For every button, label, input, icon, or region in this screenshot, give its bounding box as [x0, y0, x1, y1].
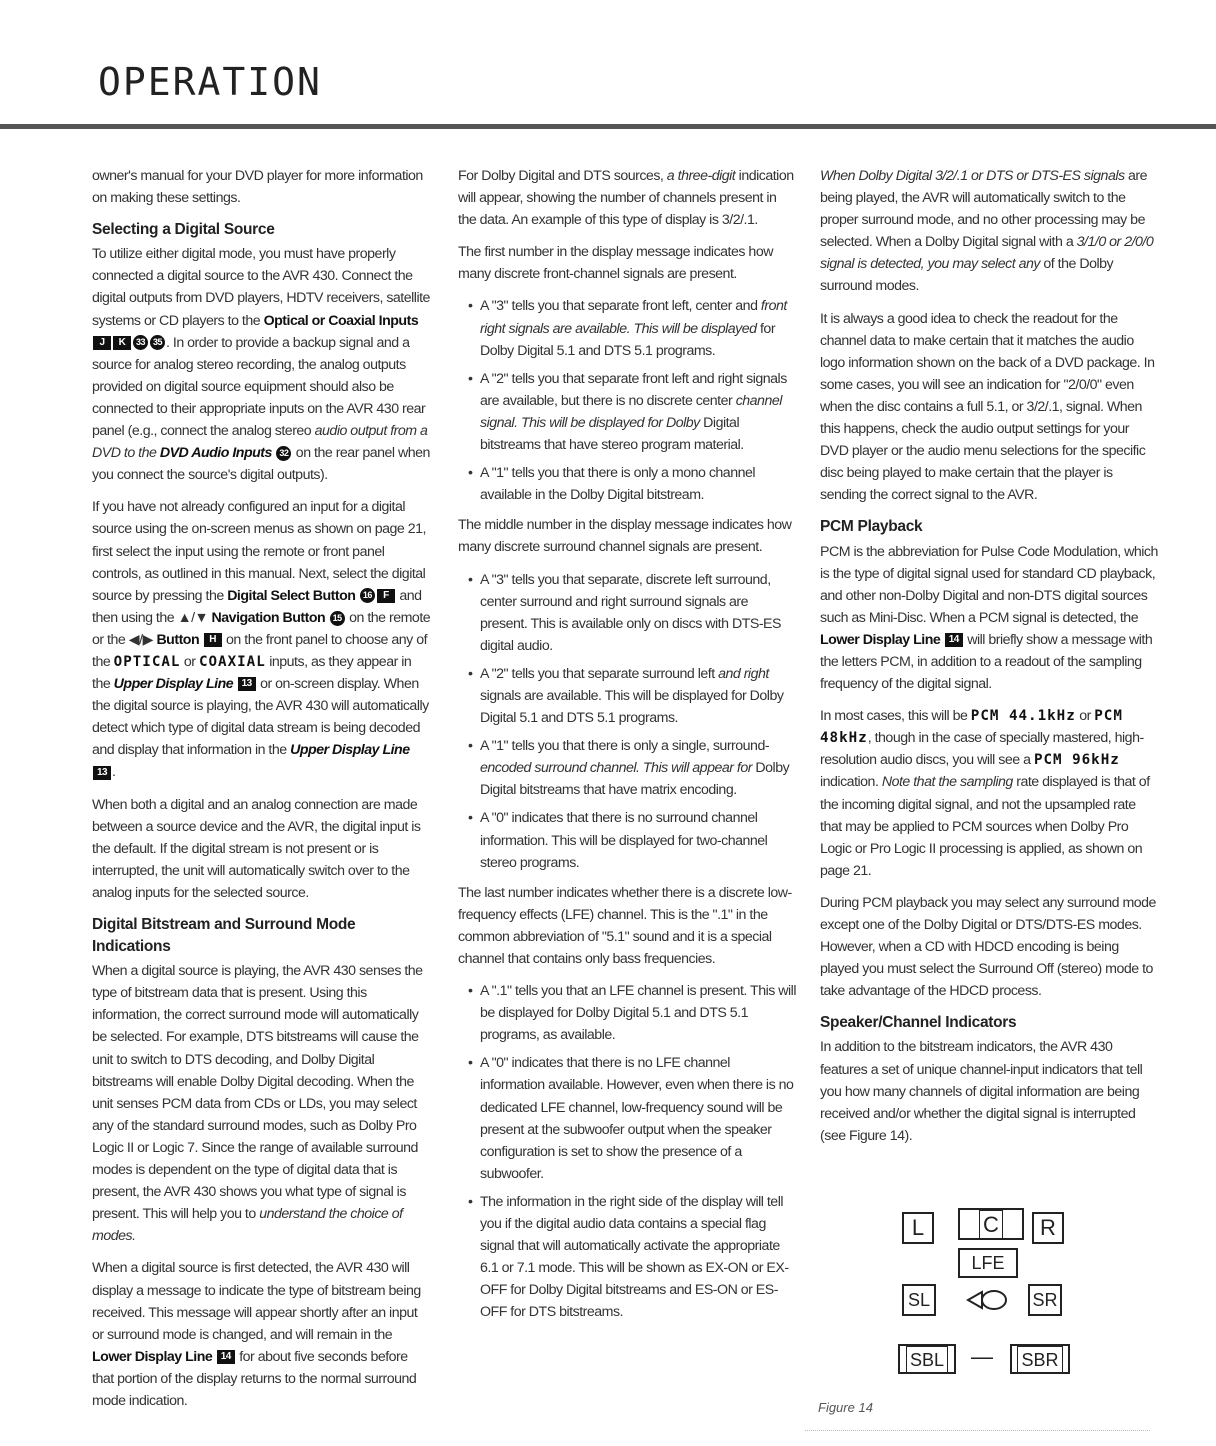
ref-circle-15: 15: [330, 611, 345, 626]
paragraph-intro: owner's manual for your DVD player for more information on making these settings.: [92, 168, 423, 207]
indicator-sl: SL: [902, 1284, 936, 1316]
indicator-c: C: [958, 1208, 1024, 1240]
lcd-text-pcm-441: PCM 44.1kHz: [970, 708, 1076, 725]
list-item: • A ".1" tells you that an LFE channel is present. This will be displayed for Dolby Digital 5.1 and DTS 5.1 programs, as available.: [468, 980, 798, 1046]
heading-pcm-playback: PCM Playback: [820, 518, 923, 536]
ref-badge-14: 14: [217, 1350, 235, 1364]
list-surround-channels: [458, 569, 798, 874]
list-lfe: [458, 980, 798, 1323]
paragraph-sampling: In most cases, this will be PCM 44.1kHz or PCM 48kHz, though in the case of specially mastered, high-resolution audio discs, you will see a PCM 96kHz indication. Note that the sampling rate displayed is that of the incoming digital signal, and not the upsampled rate that may be applied to PCM sources when Dolby Pro Logic or Pro Logic II processing is applied, as shown on page 21.: [820, 708, 1150, 879]
column-1: [92, 165, 432, 1422]
indicator-r: R: [1032, 1212, 1064, 1244]
figure-dash: —: [971, 1344, 993, 1369]
list-item: • A "2" tells you that separate front left and right signals are available, but there is no discrete center channel signal. This will be displayed for Dolby Digital bitstreams that have stereo program material.: [468, 368, 798, 456]
ref-circle-16: 16: [360, 588, 375, 603]
page-title: OPERATION: [98, 60, 322, 104]
ref-badge-13: 13: [238, 677, 256, 691]
indicator-l: L: [902, 1212, 934, 1244]
lcd-text-coaxial: COAXIAL: [198, 653, 266, 670]
ref-badge-k: K: [113, 336, 131, 350]
figure-caption: Figure 14: [818, 1400, 873, 1415]
paragraph-pcm: PCM is the abbreviation for Pulse Code Modulation, which is the type of digital signal used for standard CD playback, and other non-Dolby Digital and non-DTS digital sources such as Mini-Disc. When a PCM signal is detected, the Lower Display Line 14 will briefly show a message with the letters PCM, in addition to a readout of the sampling frequency of the digital signal.: [820, 543, 1158, 693]
channel-indicator-figure: [830, 1196, 1130, 1416]
indicator-lfe: LFE: [958, 1248, 1018, 1278]
caption-divider: [805, 1430, 1150, 1431]
lcd-text-optical: OPTICAL: [113, 653, 181, 670]
paragraph-check-readout: It is always a good idea to check the readout for the channel data to make certain that it matches the audio logo information shown on the back of a DVD package. In some cases, you will see an indication for "2/0/0" even when the disc contains a full 5.1, or 3/2/.1, signal. When this happens, check the audio output settings for your DVD player or the audio menu selections for the specific disc being played to make certain that the player is sending the correct signal to the AVR.: [820, 310, 1155, 504]
paragraph-during-pcm: During PCM playback you may select any surround mode except one of the Dolby Digital or DTS/DTS-ES modes. However, when a CD with HDCD encoding is being played you must select the Surround Off (stereo) mode to take advantage of the HDCD process.: [820, 894, 1156, 1000]
lcd-text-pcm-96: PCM 96kHz: [1033, 752, 1120, 769]
column-3: [820, 165, 1160, 1157]
list-item: • A "1" tells you that there is only a mono channel available in the Dolby Digital bitstream.: [468, 462, 798, 506]
ref-badge-14: 14: [945, 633, 963, 647]
heading-selecting-digital-source: Selecting a Digital Source: [92, 221, 275, 239]
paragraph-both-connections: When both a digital and an analog connection are made between a source device and the AVR, the digital input is the default. If the digital stream is not present or is interrupted, the unit will automatically switch over to the analog inputs for the selected source.: [92, 796, 421, 901]
list-item: • A "0" indicates that there is no LFE channel information available. However, even when there is no dedicated LFE channel, low-frequency sound will be present at the subwoofer output when the speaker configuration is set to show the presence of a subwoofer.: [468, 1052, 798, 1185]
paragraph-dolby-dts: For Dolby Digital and DTS sources, a three-digit indication will appear, showing the number of channels present in the data. An example of this type of display is 3/2/.1.: [458, 168, 794, 229]
listener-icon: [962, 1286, 1012, 1314]
list-front-channels: [458, 295, 798, 506]
ref-badge-f: F: [377, 589, 395, 603]
list-item: • A "1" tells you that there is only a single, surround-encoded surround channel. This will appear for Dolby Digital bitstreams that have matrix encoding.: [468, 735, 798, 801]
list-item: • A "2" tells you that separate surround left and right signals are available. This will be displayed for Dolby Digital 5.1 and DTS 5.1 programs.: [468, 663, 798, 729]
header-rule: [0, 124, 1216, 129]
paragraph-first-number: The first number in the display message indicates how many discrete front-channel signals are present.: [458, 244, 773, 283]
paragraph-select-source: To utilize either digital mode, you must have properly connected a digital source to the AVR 430. Connect the digital outputs from DVD players, HDTV receivers, satellite systems or CD players to the Optical or Coaxial Inputs J K 33 35 . In order to provide a backup signal and a source for analog stereo recording, the analog outputs provided on digital source equipment should also be connected to their appropriate inputs on the AVR 430 rear panel (e.g., connect the analog stereo audio output from a DVD to the DVD Audio Inputs 32 on the rear panel when you connect the source's digital outputs).: [92, 246, 430, 484]
lcd-text-pcm-48: PCM 48kHz: [820, 708, 1123, 747]
ref-circle-33: 33: [133, 335, 148, 350]
list-item: • A "3" tells you that separate, discrete left surround, center surround and right surround signals are present. This is available only on discs with DTS-ES digital audio.: [468, 569, 798, 657]
paragraph-auto-switch: When Dolby Digital 3/2/.1 or DTS or DTS-ES signals are being played, the AVR will automatically switch to the proper surround mode, and no other processing may be selected. When a Dolby Digital signal with a 3/1/0 or 2/0/0 signal is detected, you may select any of the Dolby surround modes.: [820, 168, 1154, 295]
indicator-sbr: SBR: [1010, 1344, 1070, 1374]
indicator-sr: SR: [1028, 1284, 1062, 1316]
paragraph-configure-input: If you have not already configured an input for a digital source using the on-screen menus as shown on page 21, first select the input using the remote or front panel controls, as outlined in this manual. Next, select the digital source by pressing the Digital Select Button 16 F and then using the ▲/▼ Navigation Button 15 on the remote or the ◀/▶ Button H on the front panel to choose any of the OPTICAL or COAXIAL inputs, as they appear in the Upper Display Line 13 or on-screen display. When the digital source is playing, the AVR 430 will automatically detect which type of digital data stream is being decoded and display that information in the Upper Display Line 13 .: [92, 499, 431, 781]
list-item: • A "3" tells you that separate front left, center and front right signals are available. This will be displayed for Dolby Digital 5.1 and DTS 5.1 programs.: [468, 295, 798, 361]
ref-badge-h: H: [204, 633, 222, 647]
ref-circle-35: 35: [150, 335, 165, 350]
indicator-sbl: SBL: [898, 1344, 956, 1374]
list-item: • A "0" indicates that there is no surround channel information. This will be displayed for two-channel stereo programs.: [468, 807, 798, 873]
paragraph-speaker: In addition to the bitstream indicators, the AVR 430 features a set of unique channel-input indicators that tell you how many channels of digital information are being received and/or whether the digital signal is interrupted (see Figure 14).: [820, 1039, 1143, 1144]
heading-speaker-indicators: Speaker/Channel Indicators: [820, 1014, 1017, 1032]
paragraph-last-number: The last number indicates whether there is a discrete low-frequency effects (LFE) channel. This is the ".1" in the common abbreviation of "5.1" sound and it is a special channel that contains only bass frequencies.: [458, 884, 792, 967]
list-item: • The information in the right side of the display will tell you if the digital audio data contains a special flag signal that will automatically activate the appropriate 6.1 or 7.1 mode. This will be shown as EX-ON or EX-OFF for Dolby Digital bitstreams and ES-ON or ES-OFF for DTS bitstreams.: [468, 1191, 798, 1324]
column-2: [458, 165, 798, 1332]
ref-circle-32: 32: [276, 446, 291, 461]
paragraph-middle-number: The middle number in the display message indicates how many discrete surround channel signals are present.: [458, 517, 792, 556]
ref-badge-j: J: [93, 336, 111, 350]
paragraph-bitstream: When a digital source is playing, the AVR 430 senses the type of bitstream data that is present. Using this information, the correct surround mode will automatically be selected. For example, DTS bitstreams will cause the unit to switch to DTS decoding, and Dolby Digital bitstreams will enable Dolby Digital decoding. When the unit senses PCM data from CDs or LDs, you may select any of the standard surround modes, such as Dolby Pro Logic II or Logic 7. Since the range of available surround modes is dependent on the type of digital data that is present, the AVR 430 shows you what type of signal is present. This will help you to understand the choice of modes.: [92, 963, 423, 1245]
paragraph-first-detected: When a digital source is first detected, the AVR 430 will display a message to indicate the type of bitstream being received. This message will appear shortly after an input or surround mode is changed, and will remain in the Lower Display Line 14 for about five seconds before that portion of the display returns to the normal surround mode indication.: [92, 1260, 421, 1409]
heading-bitstream-indications: Digital Bitstream and Surround Mode Indications: [92, 916, 356, 956]
